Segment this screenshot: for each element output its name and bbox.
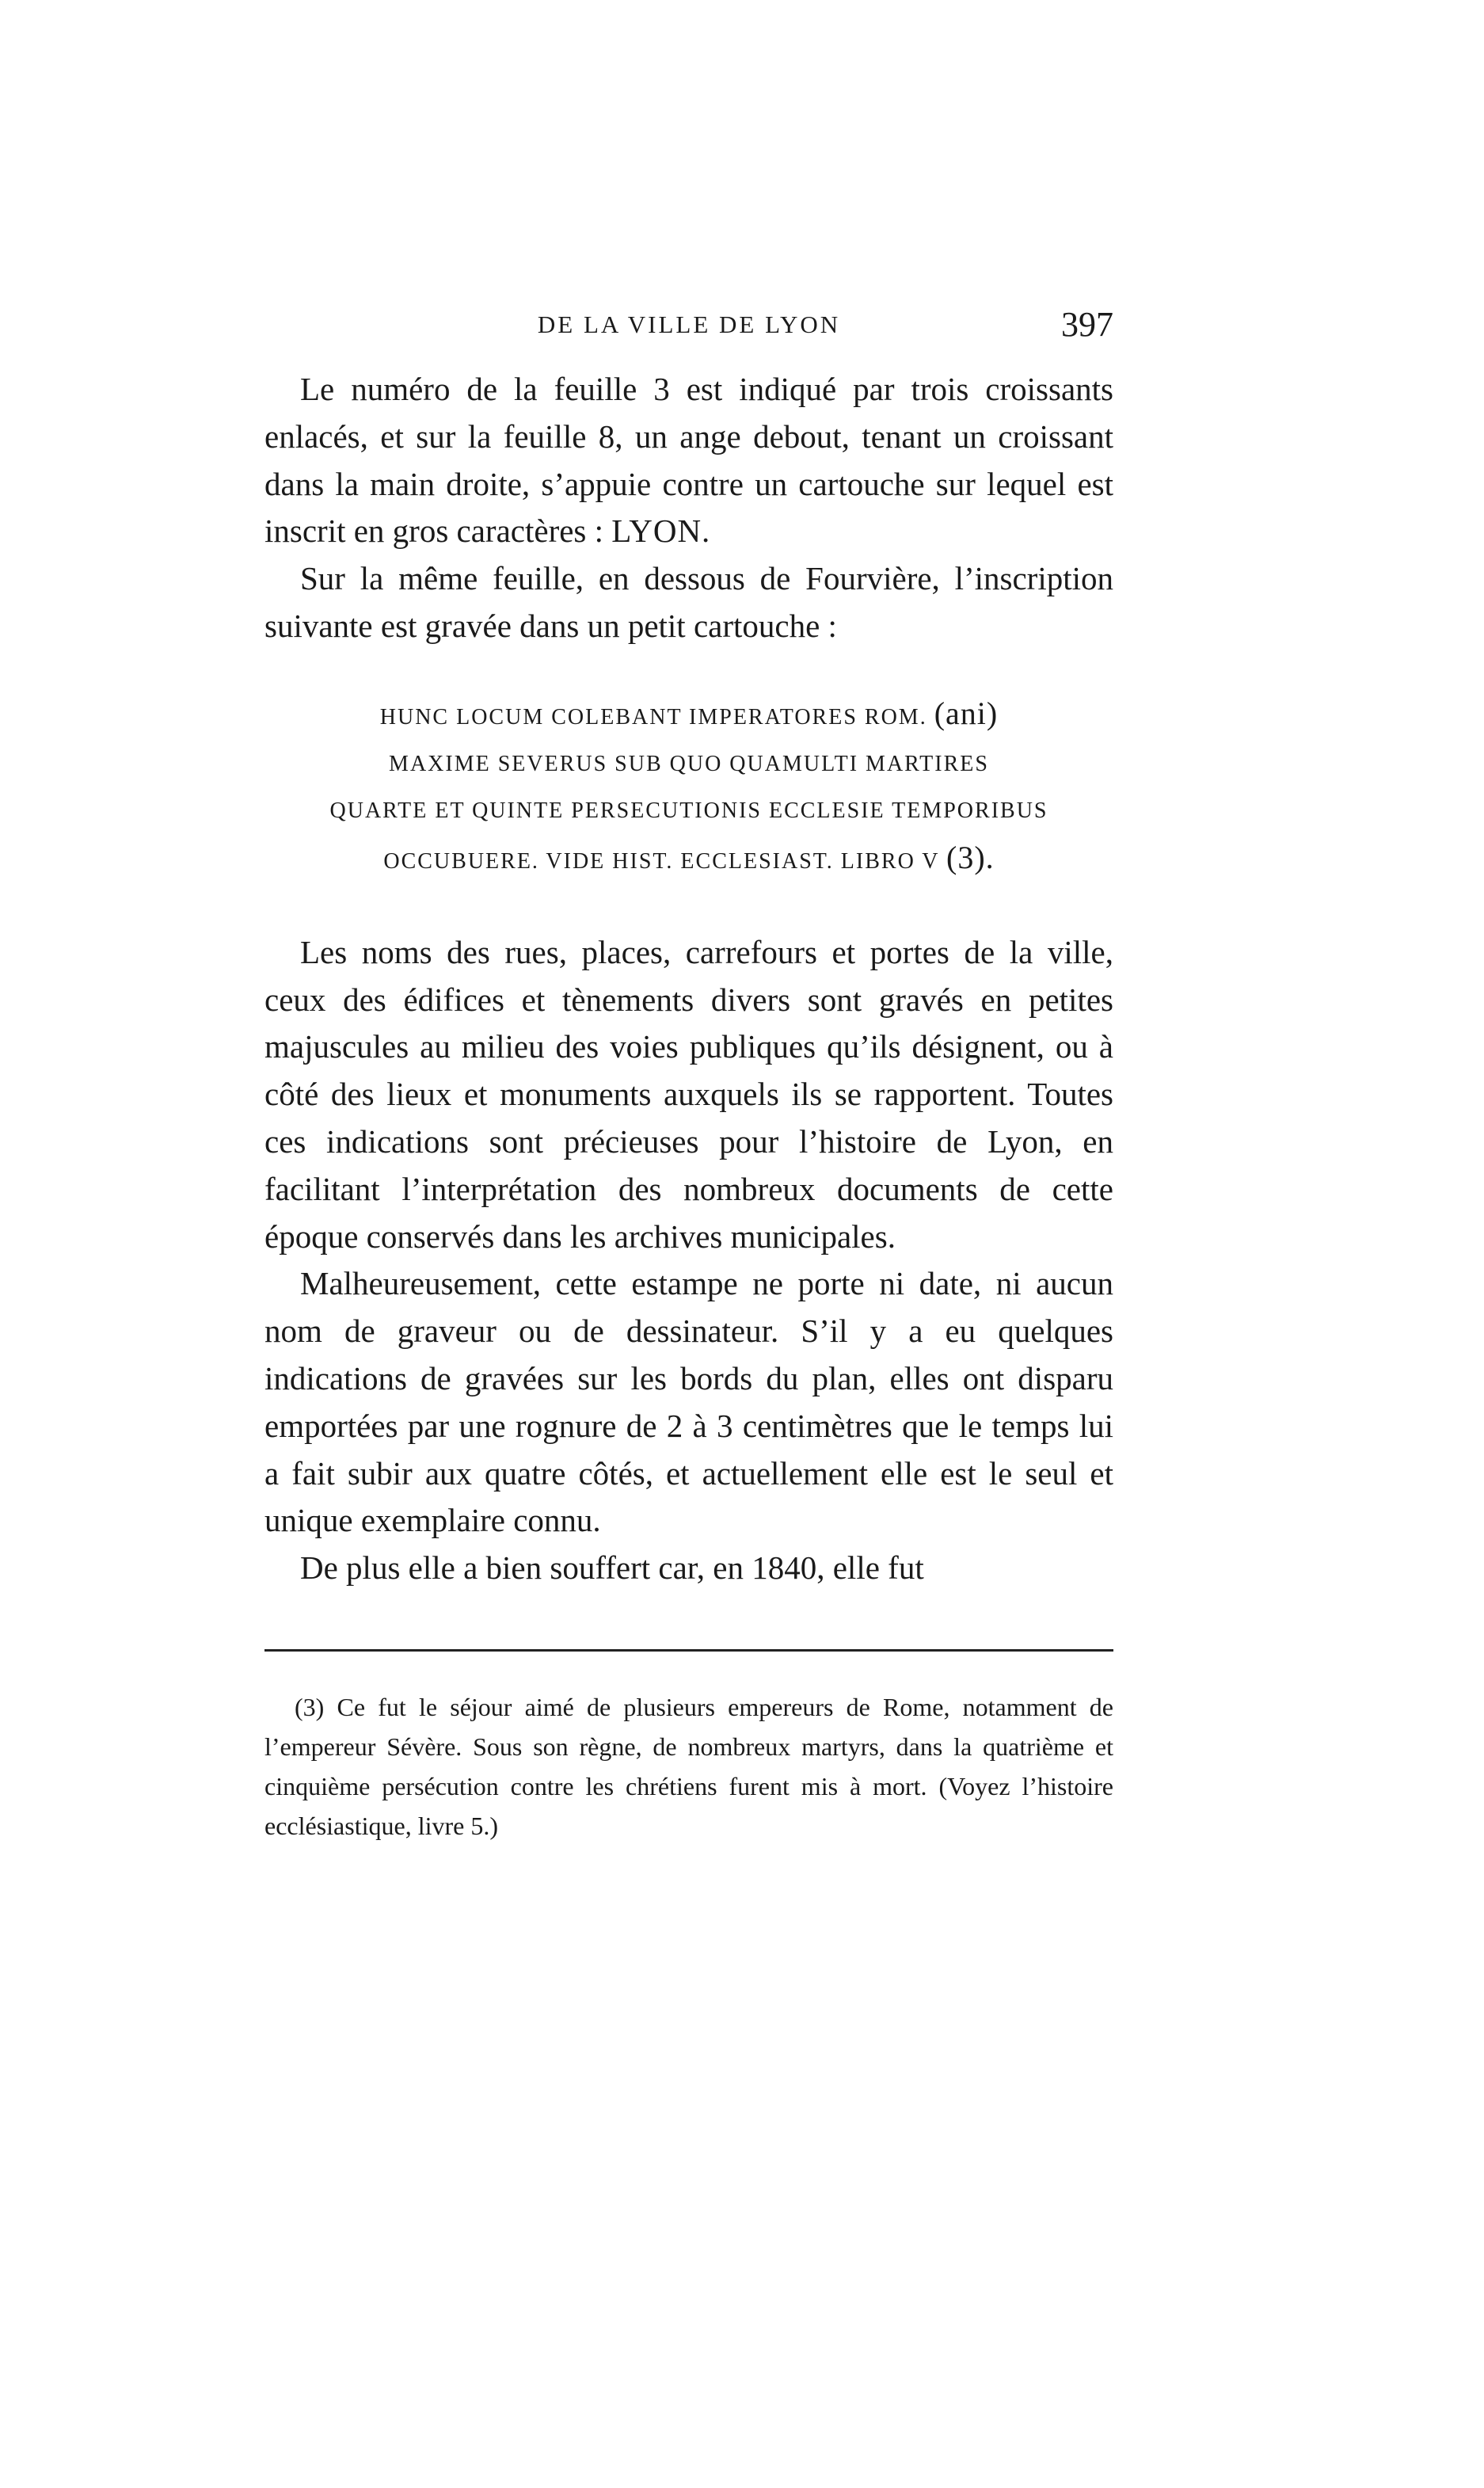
paragraph-4: Malheureusement, cette estampe ne porte ni date, ni aucun nom de graveur ou de dessinateur. S’il y a eu quelques indications de gravées sur les bords du plan, elles ont disparu emportées par une rognure de 2 à 3 centimètres que le temps lui a fait subir aux quatre côtés, et actuellement elle est le seul et unique exemplaire connu. [264,1265,1113,1539]
running-head [264,304,1113,360]
paragraph-3: Les noms des rues, places, carrefours et portes de la ville, ceux des édifices et tènements divers sont gravés en petites majuscules au milieu des voies publiques qu’ils désignent, ou à côté des lieux et monuments auxquels ils se rapportent. Toutes ces indications sont précieuses pour l’histoire de Lyon, en facilitant l’interprétation des nombreux documents de cette époque conservés dans les archives municipales. [264,933,1113,1255]
body-text [264,366,1113,1592]
inscription-line-4-end: (3). [946,839,995,875]
paragraph-2: Sur la même feuille, en dessous de Fourvière, l’inscription suivante est gravée dans un petit cartouche : [264,560,1113,644]
paragraph-1-small-caps: LYON. [611,512,711,550]
footnote: (3) Ce fut le séjour aimé de plusieurs empereurs de Rome, notamment de l’empereur Sévère. Sous son règne, de nombreux martyrs, dans la quatrième et cinquième persécution contre les chrétiens furent mis à mort. (Voyez l’histoire ecclésiastique, livre 5.) [264,1693,1113,1840]
footnote-rule [264,1649,1113,1652]
page-number: 397 [1061,305,1113,344]
running-title: DE LA VILLE DE LYON [537,311,841,338]
paragraph-5: De plus elle a bien souffert car, en 1840, elle fut [300,1549,924,1587]
inscription-line-3: QUARTE ET QUINTE PERSECUTIONIS ECCLESIE TEMPORIBUS [329,798,1048,823]
inscription-line-1-end: (ani) [934,695,999,731]
inscription-line-1 [264,690,1113,741]
paragraph-1-text: Le numéro de la feuille 3 est indiqué par trois croissants enlacés, et sur la feuille 8, un ange debout, tenant un croissant dans la main droite, s’appuie contre un cartouche sur lequel est inscrit en gros caractères : [264,371,1113,550]
inscription-line-4 [264,834,1113,885]
inscription [264,690,1113,885]
paragraph-1 [264,366,1113,555]
inscription-line-4-text: OCCUBUERE. VIDE HIST. ECCLESIAST. LIBRO V [383,848,940,874]
inscription-line-2: MAXIME SEVERUS SUB QUO QUAMULTI MARTIRES [389,751,989,776]
inscription-line-1-text: HUNC LOCUM COLEBANT IMPERATORES ROM. [379,704,927,730]
